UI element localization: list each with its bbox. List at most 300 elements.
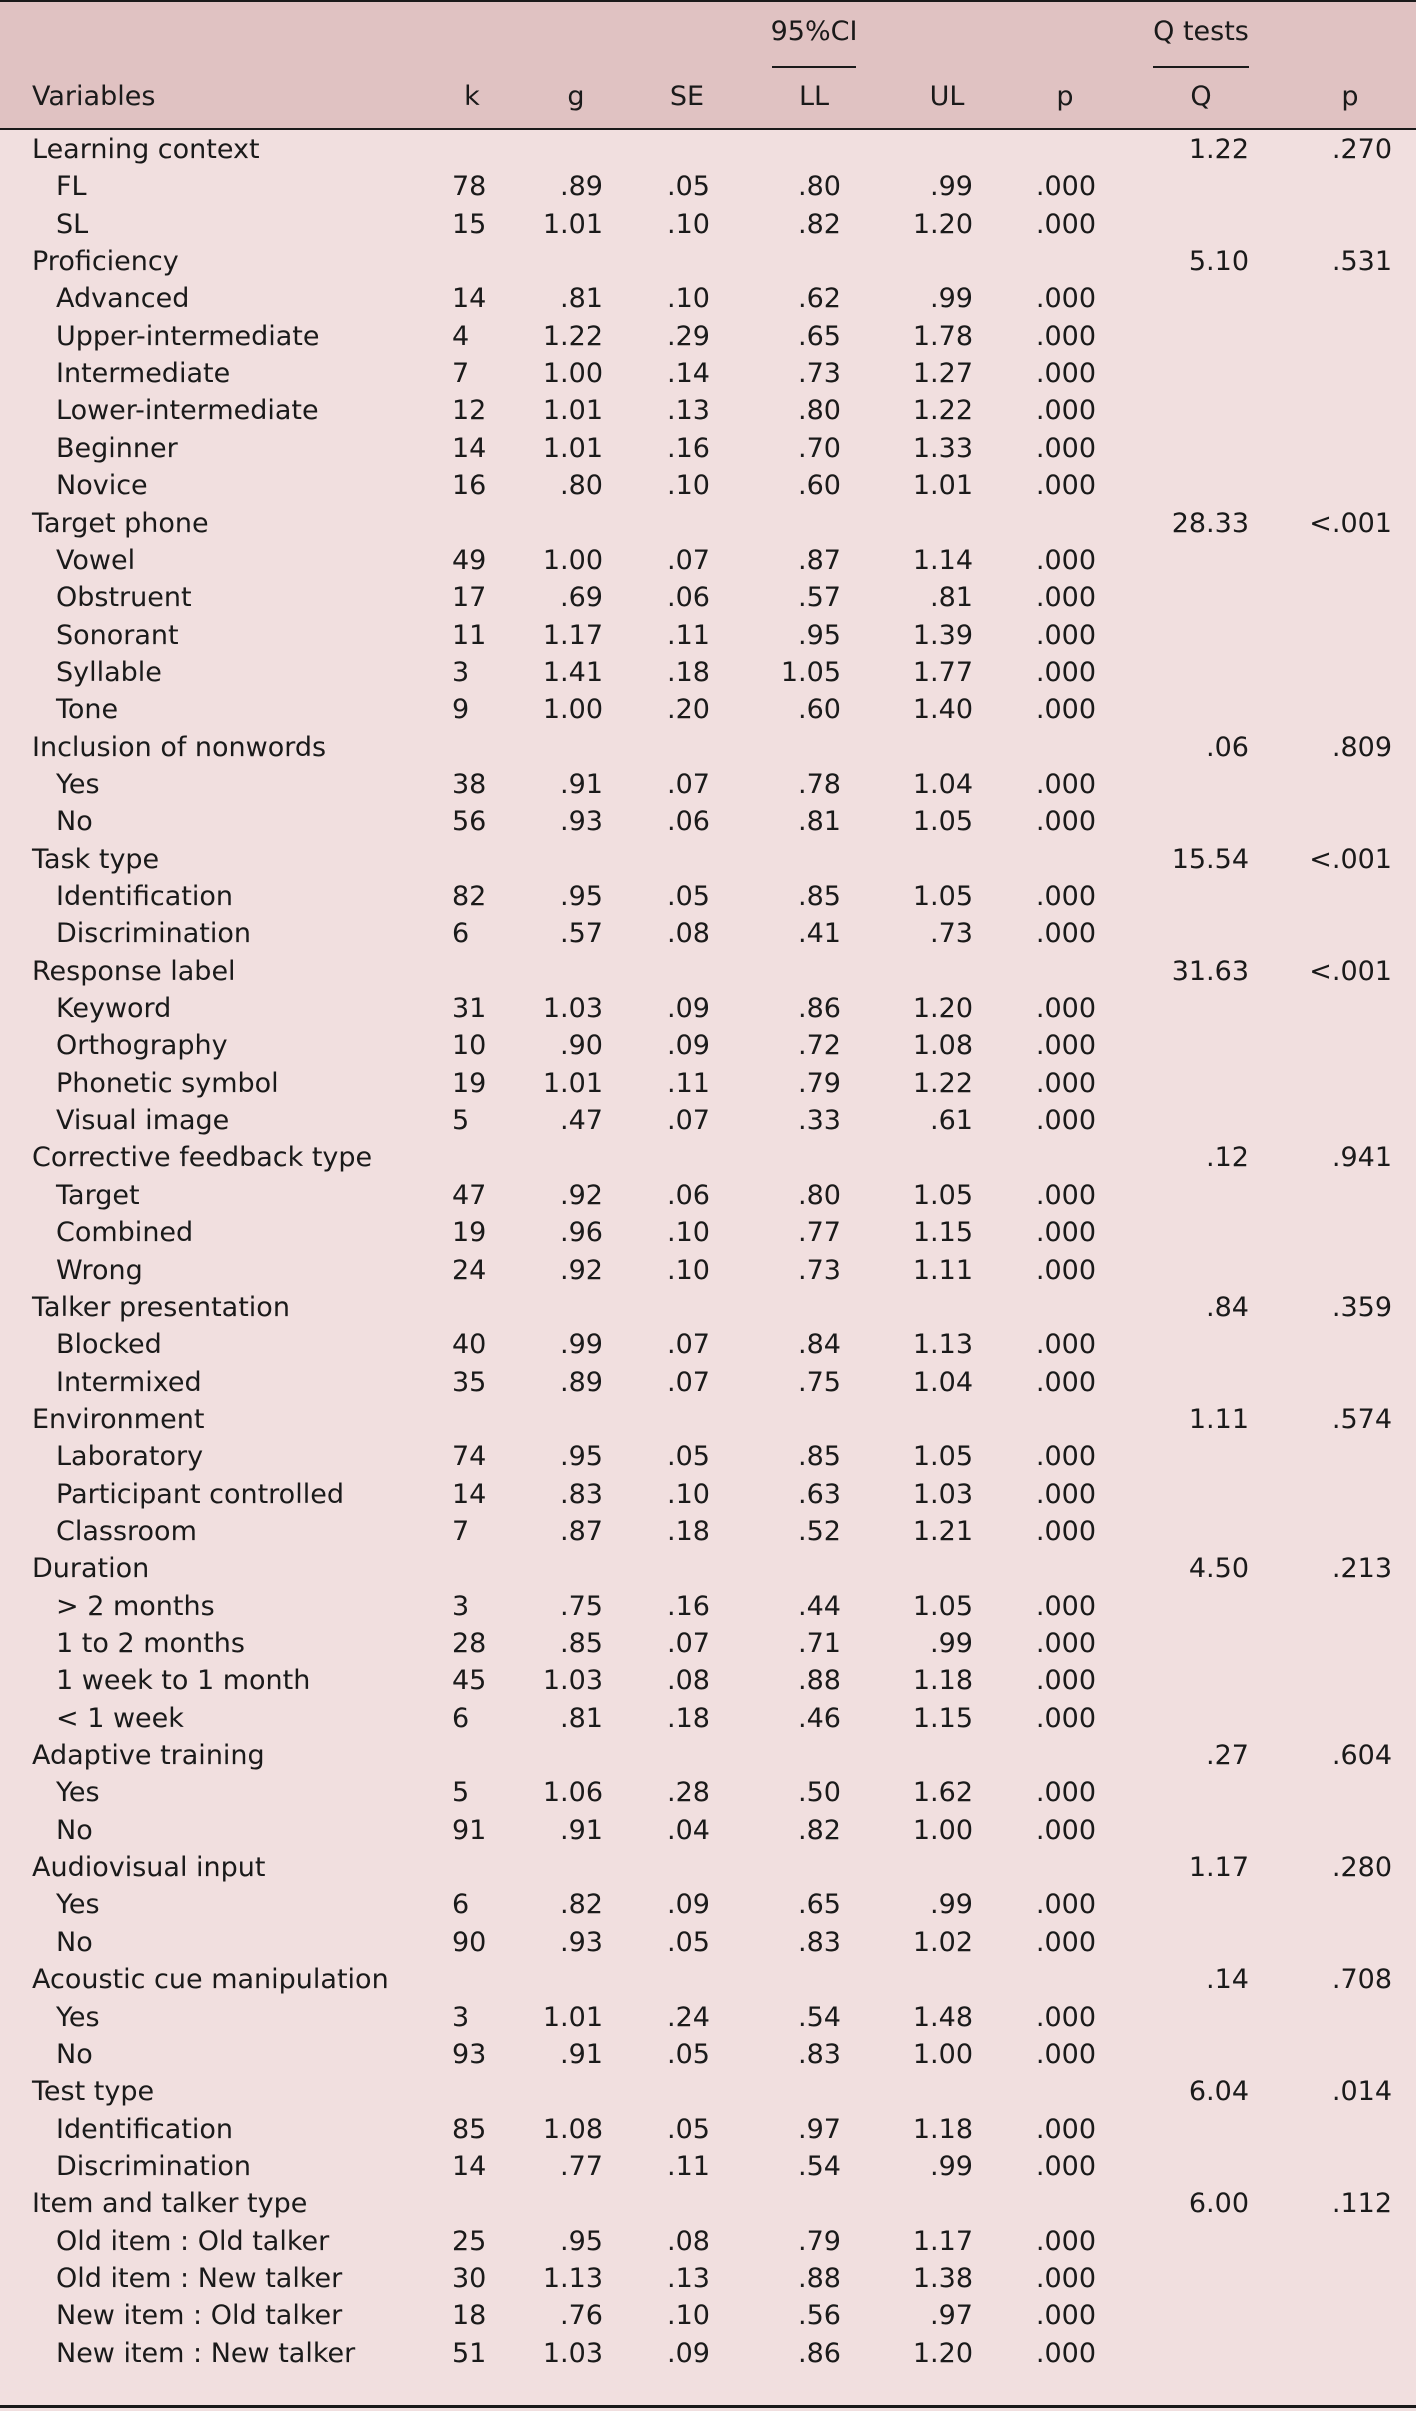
q-value: 6.00 <box>1188 2188 1249 2220</box>
ci-group-rule <box>772 66 856 68</box>
cell-g: 1.01 <box>542 2001 603 2033</box>
subgroup-label: Syllable <box>56 656 162 688</box>
cell-k: 11 <box>452 619 487 651</box>
cell-k: 6 <box>452 1889 470 1921</box>
header-bottom-rule <box>0 128 1416 130</box>
cell-k: 5 <box>452 1105 470 1137</box>
group-label: Task type <box>32 843 160 875</box>
cell-ll: .95 <box>798 619 841 651</box>
cell-p: .000 <box>1035 2038 1096 2070</box>
col-header-q: Q <box>1190 81 1212 112</box>
cell-ul: .99 <box>930 1889 973 1921</box>
cell-g: .99 <box>560 1329 603 1361</box>
cell-p: .000 <box>1035 2225 1096 2257</box>
cell-g: .92 <box>560 1254 603 1286</box>
subgroup-label: Old item : Old talker <box>56 2225 330 2257</box>
cell-ul: .99 <box>930 2150 973 2182</box>
cell-g: .93 <box>560 1926 603 1958</box>
subgroup-label: Vowel <box>56 544 136 576</box>
cell-ll: .83 <box>798 2038 841 2070</box>
cell-ll: .70 <box>798 432 841 464</box>
cell-g: .76 <box>560 2300 603 2332</box>
cell-ll: .83 <box>798 1926 841 1958</box>
cell-ll: .97 <box>798 2113 841 2145</box>
cell-ul: 1.62 <box>912 1777 973 1809</box>
cell-k: 82 <box>452 881 487 912</box>
subgroup-label: SL <box>56 208 89 240</box>
cell-p: .000 <box>1035 1478 1096 1510</box>
cell-p: .000 <box>1035 1067 1096 1099</box>
cell-se: .09 <box>667 1030 710 1062</box>
cell-g: 1.03 <box>542 1665 603 1697</box>
col-header-ul: UL <box>929 81 965 112</box>
subgroup-label: Intermediate <box>56 358 231 390</box>
cell-ul: .99 <box>930 283 973 315</box>
subgroup-label: Phonetic symbol <box>56 1067 279 1099</box>
cell-ll: .82 <box>798 1814 841 1846</box>
cell-ul: .61 <box>930 1105 973 1137</box>
cell-k: 56 <box>452 806 487 838</box>
cell-k: 18 <box>452 2300 487 2332</box>
cell-se: .24 <box>667 2001 710 2033</box>
subgroup-label: Beginner <box>56 432 178 464</box>
cell-ul: 1.08 <box>912 1030 973 1062</box>
cell-ll: .80 <box>798 171 841 203</box>
cell-ul: .73 <box>930 918 973 950</box>
cell-ll: .46 <box>798 1702 841 1734</box>
subgroup-label: Combined <box>56 1217 194 1249</box>
cell-g: .91 <box>560 2038 603 2070</box>
cell-ll: .63 <box>798 1478 841 1510</box>
cell-ll: .79 <box>798 1067 841 1099</box>
cell-g: 1.13 <box>542 2262 603 2294</box>
cell-g: .85 <box>560 1628 603 1659</box>
cell-k: 25 <box>452 2225 487 2257</box>
subgroup-label: Laboratory <box>56 1441 204 1473</box>
cell-k: 40 <box>452 1329 487 1361</box>
cell-k: 6 <box>452 918 470 950</box>
cell-p: .000 <box>1035 2113 1096 2145</box>
cell-p: .000 <box>1035 2001 1096 2033</box>
cell-g: .95 <box>560 881 603 912</box>
cell-k: 24 <box>452 1254 487 1286</box>
cell-ll: .65 <box>798 320 841 352</box>
cell-g: .95 <box>560 1441 603 1473</box>
cell-g: 1.03 <box>542 993 603 1025</box>
cell-k: 16 <box>452 470 487 502</box>
q-value: 28.33 <box>1171 507 1249 539</box>
cell-ll: .57 <box>798 582 841 614</box>
col-header-ll: LL <box>798 81 830 112</box>
cell-ll: .88 <box>798 1665 841 1697</box>
cell-ul: 1.39 <box>912 619 973 651</box>
cell-ul: 1.17 <box>912 2225 973 2257</box>
cell-k: 45 <box>452 1665 487 1697</box>
cell-ul: 1.05 <box>912 806 973 838</box>
cell-ul: 1.03 <box>912 1478 973 1510</box>
cell-k: 3 <box>452 1590 470 1622</box>
cell-ul: 1.38 <box>912 2262 973 2294</box>
group-label: Acoustic cue manipulation <box>32 1964 389 1996</box>
cell-ll: .84 <box>798 1329 841 1361</box>
cell-k: 5 <box>452 1777 470 1809</box>
subgroup-label: No <box>56 2038 93 2070</box>
q-value: 5.10 <box>1188 246 1249 278</box>
group-label: Duration <box>32 1553 150 1585</box>
cell-k: 3 <box>452 656 470 688</box>
cell-ll: .41 <box>798 918 841 950</box>
q-p-value: .112 <box>1331 2188 1392 2220</box>
q-value: 4.50 <box>1188 1553 1249 1585</box>
cell-p: .000 <box>1035 2300 1096 2332</box>
subgroup-label: Identification <box>56 2113 234 2145</box>
subgroup-label: Yes <box>56 2001 100 2033</box>
cell-k: 15 <box>452 208 487 240</box>
q-value: 1.22 <box>1188 134 1249 165</box>
cell-se: .18 <box>667 1702 710 1734</box>
subgroup-label: Yes <box>56 1777 100 1809</box>
group-label: Learning context <box>32 134 260 165</box>
cell-p: .000 <box>1035 1105 1096 1137</box>
cell-ll: .79 <box>798 2225 841 2257</box>
cell-ul: 1.20 <box>912 2337 973 2369</box>
cell-ul: 1.22 <box>912 1067 973 1099</box>
cell-p: .000 <box>1035 881 1096 912</box>
cell-g: .80 <box>560 470 603 502</box>
cell-k: 10 <box>452 1030 487 1062</box>
cell-se: .10 <box>667 1254 710 1286</box>
cell-se: .13 <box>667 2262 710 2294</box>
cell-se: .05 <box>667 171 710 203</box>
cell-g: .91 <box>560 768 603 800</box>
cell-ul: 1.15 <box>912 1217 973 1249</box>
cell-ll: .73 <box>798 1254 841 1286</box>
cell-ul: 1.48 <box>912 2001 973 2033</box>
cell-k: 4 <box>452 320 470 352</box>
cell-ul: 1.20 <box>912 208 973 240</box>
subgroup-label: New item : New talker <box>56 2337 356 2369</box>
cell-p: .000 <box>1035 619 1096 651</box>
cell-se: .09 <box>667 2337 710 2369</box>
cell-se: .10 <box>667 208 710 240</box>
q-p-value: <.001 <box>1309 507 1392 539</box>
cell-ul: 1.77 <box>912 656 973 688</box>
cell-ul: 1.05 <box>912 881 973 912</box>
cell-p: .000 <box>1035 1366 1096 1398</box>
cell-ul: .97 <box>930 2300 973 2332</box>
cell-se: .10 <box>667 1478 710 1510</box>
cell-k: 14 <box>452 432 487 464</box>
cell-g: 1.22 <box>542 320 603 352</box>
cell-p: .000 <box>1035 1329 1096 1361</box>
cell-ul: 1.14 <box>912 544 973 576</box>
group-label: Audiovisual input <box>32 1852 266 1884</box>
table-bottom-rule <box>0 2405 1416 2408</box>
subgroup-label: Participant controlled <box>56 1478 344 1510</box>
cell-g: .81 <box>560 1702 603 1734</box>
cell-p: .000 <box>1035 1441 1096 1473</box>
q-value: .12 <box>1206 1142 1249 1174</box>
group-label: Response label <box>32 955 236 987</box>
q-tests-group-rule <box>1153 66 1249 68</box>
cell-g: .69 <box>560 582 603 614</box>
subgroup-label: Lower-intermediate <box>56 395 319 427</box>
cell-ul: 1.01 <box>912 470 973 502</box>
cell-p: .000 <box>1035 1889 1096 1921</box>
cell-ul: 1.20 <box>912 993 973 1025</box>
cell-g: .90 <box>560 1030 603 1062</box>
q-p-value: .014 <box>1331 2076 1392 2108</box>
cell-ul: 1.04 <box>912 1366 973 1398</box>
subgroup-label: No <box>56 1814 93 1846</box>
subgroup-label: 1 to 2 months <box>56 1628 245 1659</box>
cell-k: 51 <box>452 2337 487 2369</box>
q-p-value: .809 <box>1331 731 1392 763</box>
cell-p: .000 <box>1035 432 1096 464</box>
cell-k: 28 <box>452 1628 487 1659</box>
q-p-value: .941 <box>1331 1142 1392 1174</box>
cell-ll: .78 <box>798 768 841 800</box>
col-header-p: p <box>1056 81 1074 112</box>
cell-k: 19 <box>452 1217 487 1249</box>
cell-ul: 1.02 <box>912 1926 973 1958</box>
cell-se: .05 <box>667 1926 710 1958</box>
subgroup-label: Visual image <box>56 1105 230 1137</box>
cell-p: .000 <box>1035 1665 1096 1697</box>
cell-p: .000 <box>1035 544 1096 576</box>
cell-se: .07 <box>667 1628 710 1659</box>
cell-se: .07 <box>667 1329 710 1361</box>
subgroup-label: 1 week to 1 month <box>56 1665 311 1697</box>
cell-ul: .81 <box>930 582 973 614</box>
q-value: 1.17 <box>1188 1852 1249 1884</box>
subgroup-label: Obstruent <box>56 582 192 614</box>
cell-g: .95 <box>560 2225 603 2257</box>
cell-se: .06 <box>667 582 710 614</box>
cell-se: .29 <box>667 320 710 352</box>
cell-ul: 1.40 <box>912 694 973 726</box>
cell-k: 14 <box>452 283 487 315</box>
cell-ul: 1.04 <box>912 768 973 800</box>
cell-ul: 1.00 <box>912 2038 973 2070</box>
cell-g: .57 <box>560 918 603 950</box>
col-header-q-p: p <box>1341 81 1359 112</box>
cell-k: 19 <box>452 1067 487 1099</box>
q-tests-group-header: Q tests <box>1153 16 1249 47</box>
cell-ul: 1.13 <box>912 1329 973 1361</box>
cell-se: .07 <box>667 1105 710 1137</box>
cell-k: 14 <box>452 2150 487 2182</box>
cell-se: .18 <box>667 1515 710 1547</box>
cell-g: .83 <box>560 1478 603 1510</box>
cell-k: 78 <box>452 171 487 203</box>
cell-ll: .56 <box>798 2300 841 2332</box>
q-p-value: .359 <box>1331 1291 1392 1323</box>
subgroup-label: Target <box>56 1179 140 1211</box>
cell-se: .16 <box>667 432 710 464</box>
cell-p: .000 <box>1035 283 1096 315</box>
cell-se: .04 <box>667 1814 710 1846</box>
subgroup-label: Keyword <box>56 993 172 1025</box>
cell-p: .000 <box>1035 2150 1096 2182</box>
cell-g: 1.01 <box>542 208 603 240</box>
cell-ul: 1.18 <box>912 2113 973 2145</box>
cell-ll: .81 <box>798 806 841 838</box>
subgroup-label: Blocked <box>56 1329 162 1361</box>
cell-k: 14 <box>452 1478 487 1510</box>
cell-g: .96 <box>560 1217 603 1249</box>
cell-g: 1.01 <box>542 395 603 427</box>
cell-ul: 1.15 <box>912 1702 973 1734</box>
cell-k: 30 <box>452 2262 487 2294</box>
subgroup-label: Intermixed <box>56 1366 202 1398</box>
subgroup-label: Advanced <box>56 283 190 315</box>
cell-p: .000 <box>1035 1777 1096 1809</box>
cell-k: 31 <box>452 993 487 1025</box>
cell-g: 1.17 <box>542 619 603 651</box>
q-p-value: .604 <box>1331 1740 1392 1772</box>
cell-ll: .44 <box>798 1590 841 1622</box>
cell-ll: .62 <box>798 283 841 315</box>
cell-ll: .72 <box>798 1030 841 1062</box>
cell-g: 1.00 <box>542 694 603 726</box>
q-p-value: .280 <box>1331 1852 1392 1884</box>
group-label: Test type <box>32 2076 155 2108</box>
cell-p: .000 <box>1035 1590 1096 1622</box>
group-label: Proficiency <box>32 246 179 278</box>
cell-ul: 1.05 <box>912 1590 973 1622</box>
cell-p: .000 <box>1035 656 1096 688</box>
cell-ll: .86 <box>798 2337 841 2369</box>
cell-k: 17 <box>452 582 487 614</box>
q-value: .84 <box>1206 1291 1249 1323</box>
subgroup-label: New item : Old talker <box>56 2300 343 2332</box>
cell-g: .82 <box>560 1889 603 1921</box>
cell-g: .93 <box>560 806 603 838</box>
cell-se: .11 <box>667 619 710 651</box>
cell-se: .06 <box>667 806 710 838</box>
cell-p: .000 <box>1035 171 1096 203</box>
cell-se: .05 <box>667 2113 710 2145</box>
cell-p: .000 <box>1035 582 1096 614</box>
cell-g: .92 <box>560 1179 603 1211</box>
cell-se: .09 <box>667 1889 710 1921</box>
cell-g: .87 <box>560 1515 603 1547</box>
subgroup-label: Discrimination <box>56 2150 251 2182</box>
cell-ll: .71 <box>798 1628 841 1659</box>
q-p-value: .270 <box>1331 134 1392 165</box>
cell-k: 9 <box>452 694 470 726</box>
cell-g: 1.00 <box>542 544 603 576</box>
col-header-variables: Variables <box>32 81 156 112</box>
cell-ll: .65 <box>798 1889 841 1921</box>
cell-k: 38 <box>452 768 487 800</box>
cell-k: 6 <box>452 1702 470 1734</box>
q-p-value: .531 <box>1331 246 1392 278</box>
cell-k: 47 <box>452 1179 487 1211</box>
cell-se: .11 <box>667 2150 710 2182</box>
cell-se: .10 <box>667 283 710 315</box>
cell-se: .05 <box>667 1441 710 1473</box>
q-p-value: .574 <box>1331 1403 1392 1435</box>
cell-g: .77 <box>560 2150 603 2182</box>
group-label: Corrective feedback type <box>32 1142 373 1174</box>
group-label: Talker presentation <box>32 1291 290 1323</box>
cell-p: .000 <box>1035 918 1096 950</box>
cell-p: .000 <box>1035 1217 1096 1249</box>
cell-p: .000 <box>1035 208 1096 240</box>
cell-ul: .99 <box>930 1628 973 1659</box>
q-p-value: .213 <box>1331 1553 1392 1585</box>
cell-p: .000 <box>1035 470 1096 502</box>
cell-g: .47 <box>560 1105 603 1137</box>
cell-se: .08 <box>667 918 710 950</box>
cell-se: .07 <box>667 1366 710 1398</box>
subgroup-label: Upper-intermediate <box>56 320 320 352</box>
cell-se: .07 <box>667 544 710 576</box>
cell-p: .000 <box>1035 1515 1096 1547</box>
cell-ul: 1.33 <box>912 432 973 464</box>
cell-g: 1.01 <box>542 1067 603 1099</box>
cell-k: 85 <box>452 2113 487 2145</box>
cell-se: .10 <box>667 470 710 502</box>
cell-g: .91 <box>560 1814 603 1846</box>
subgroup-label: No <box>56 1926 93 1958</box>
cell-g: 1.00 <box>542 358 603 390</box>
subgroup-label: Tone <box>56 694 119 726</box>
cell-p: .000 <box>1035 2337 1096 2369</box>
subgroup-label: Novice <box>56 470 148 502</box>
cell-se: .20 <box>667 694 710 726</box>
cell-ll: .75 <box>798 1366 841 1398</box>
q-value: .14 <box>1206 1964 1249 1996</box>
cell-ll: .80 <box>798 395 841 427</box>
cell-p: .000 <box>1035 1926 1096 1958</box>
cell-p: .000 <box>1035 1254 1096 1286</box>
cell-se: .14 <box>667 358 710 390</box>
cell-se: .10 <box>667 1217 710 1249</box>
cell-ll: .87 <box>798 544 841 576</box>
cell-se: .08 <box>667 2225 710 2257</box>
subgroup-label: Sonorant <box>56 619 179 651</box>
cell-se: .16 <box>667 1590 710 1622</box>
q-p-value: .708 <box>1331 1964 1392 1996</box>
cell-ul: 1.18 <box>912 1665 973 1697</box>
subgroup-label: Yes <box>56 768 100 800</box>
cell-ll: .85 <box>798 1441 841 1473</box>
cell-p: .000 <box>1035 2262 1096 2294</box>
cell-se: .28 <box>667 1777 710 1809</box>
cell-k: 49 <box>452 544 487 576</box>
cell-se: .11 <box>667 1067 710 1099</box>
cell-ul: 1.27 <box>912 358 973 390</box>
q-value: 6.04 <box>1188 2076 1249 2108</box>
cell-ll: .52 <box>798 1515 841 1547</box>
col-header-se: SE <box>669 81 705 112</box>
cell-p: .000 <box>1035 358 1096 390</box>
subgroup-label: Old item : New talker <box>56 2262 343 2294</box>
cell-p: .000 <box>1035 768 1096 800</box>
group-label: Adaptive training <box>32 1740 265 1772</box>
cell-ll: .82 <box>798 208 841 240</box>
q-value: 31.63 <box>1171 955 1249 987</box>
subgroup-label: Yes <box>56 1889 100 1921</box>
q-p-value: <.001 <box>1309 843 1392 875</box>
cell-p: .000 <box>1035 694 1096 726</box>
cell-ll: .50 <box>798 1777 841 1809</box>
subgroup-label: Classroom <box>56 1515 197 1547</box>
col-header-k: k <box>464 81 480 112</box>
